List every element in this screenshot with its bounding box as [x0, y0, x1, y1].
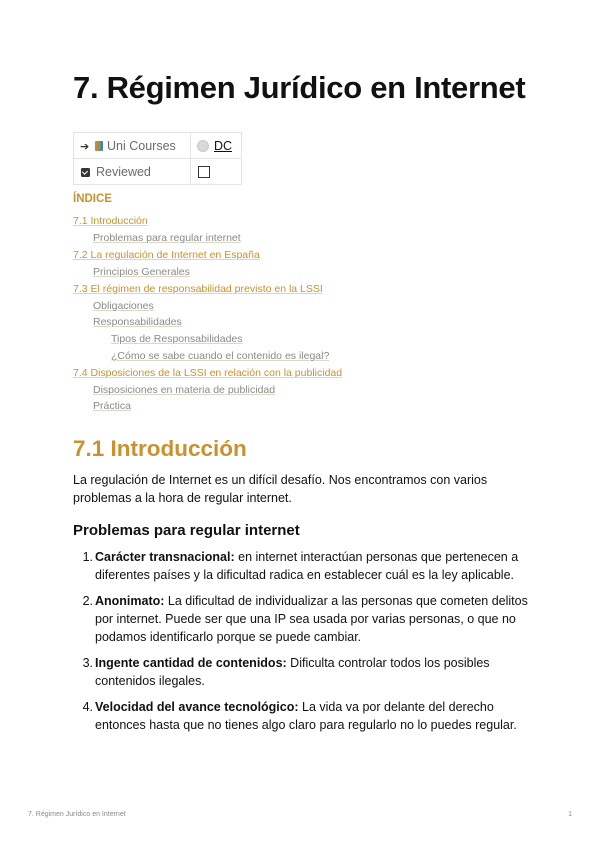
course-link[interactable]: DC [214, 138, 233, 153]
list-item-text: en internet interactúan personas que pertenecen a diferentes países y la dificultad radica en establecer cuál es la ley aplicable. [95, 550, 519, 582]
toc-item[interactable]: 7.4 Disposiciones de la LSSI en relación con la publicidad [73, 367, 343, 379]
toc-item[interactable]: 7.3 El régimen de responsabilidad previsto en la LSSI [73, 283, 323, 295]
list-item-text: Dificulta controlar todos los posibles contenidos ilegales. [95, 656, 490, 688]
section-heading: 7.1 Introducción [73, 436, 247, 461]
list-number: 1. [82, 550, 93, 564]
list-item-term: Ingente cantidad de contenidos: [95, 656, 287, 670]
list-number: 3. [82, 656, 93, 670]
page-title: 7. Régimen Jurídico en Internet [73, 70, 526, 105]
list-item [73, 654, 543, 690]
list-item [73, 698, 543, 734]
footer-page-number: 1 [568, 811, 572, 818]
footer-title: 7. Régimen Jurídico en Internet [28, 811, 126, 818]
property-key-reviewed [74, 159, 191, 185]
toc-item[interactable]: Disposiciones en materia de publicidad [93, 384, 276, 396]
toc-heading: ÍNDICE [73, 193, 112, 205]
property-row-course [74, 133, 242, 159]
page-dot-icon [197, 140, 209, 152]
reviewed-key-label: Reviewed [96, 164, 151, 179]
list-item-text: La dificultad de individualizar a las personas que cometen delitos por internet. Puede ser que una IP sea usada por varias personas, o que no podamos identificarlo porque se puede cambiar. [95, 594, 528, 644]
subsection-heading: Problemas para regular internet [73, 522, 300, 539]
list-item-term: Velocidad del avance tecnológico: [95, 700, 299, 714]
books-icon [95, 141, 103, 151]
toc-item[interactable]: 7.1 Introducción [73, 215, 148, 227]
list-item [73, 592, 543, 646]
toc-item[interactable]: 7.2 La regulación de Internet en España [73, 249, 260, 261]
toc-item[interactable]: Principios Generales [93, 266, 190, 278]
intro-paragraph: La regulación de Internet es un difícil desafío. Nos encontramos con varios problemas a la hora de regular internet. [73, 473, 488, 505]
toc-item[interactable]: ¿Cómo se sabe cuando el contenido es ilegal? [111, 350, 330, 362]
toc-item[interactable]: Práctica [93, 400, 131, 412]
list-number: 2. [82, 594, 93, 608]
list-number: 4. [82, 700, 93, 714]
property-value-reviewed [191, 159, 242, 185]
properties-table [73, 132, 242, 185]
relation-arrow-icon: ➔ [80, 140, 90, 153]
toc-item[interactable]: Tipos de Responsabilidades [111, 333, 243, 345]
reviewed-checkbox[interactable] [198, 166, 210, 178]
property-value-course [191, 133, 242, 159]
list-item-text: La vida va por delante del derecho entonces hasta que no tienes algo claro para regularlo no lo puedes regular. [95, 700, 517, 732]
toc-item[interactable]: Obligaciones [93, 300, 154, 312]
toc-item[interactable]: Responsabilidades [93, 316, 182, 328]
property-key-course [74, 133, 191, 159]
list-item-term: Anonimato: [95, 594, 165, 608]
toc-item[interactable]: Problemas para regular internet [93, 232, 241, 244]
property-row-reviewed [74, 159, 242, 185]
list-item-term: Carácter transnacional: [95, 550, 235, 564]
list-item [73, 548, 543, 584]
checkbox-property-icon [81, 168, 90, 177]
course-key-label: Uni Courses [107, 138, 176, 153]
